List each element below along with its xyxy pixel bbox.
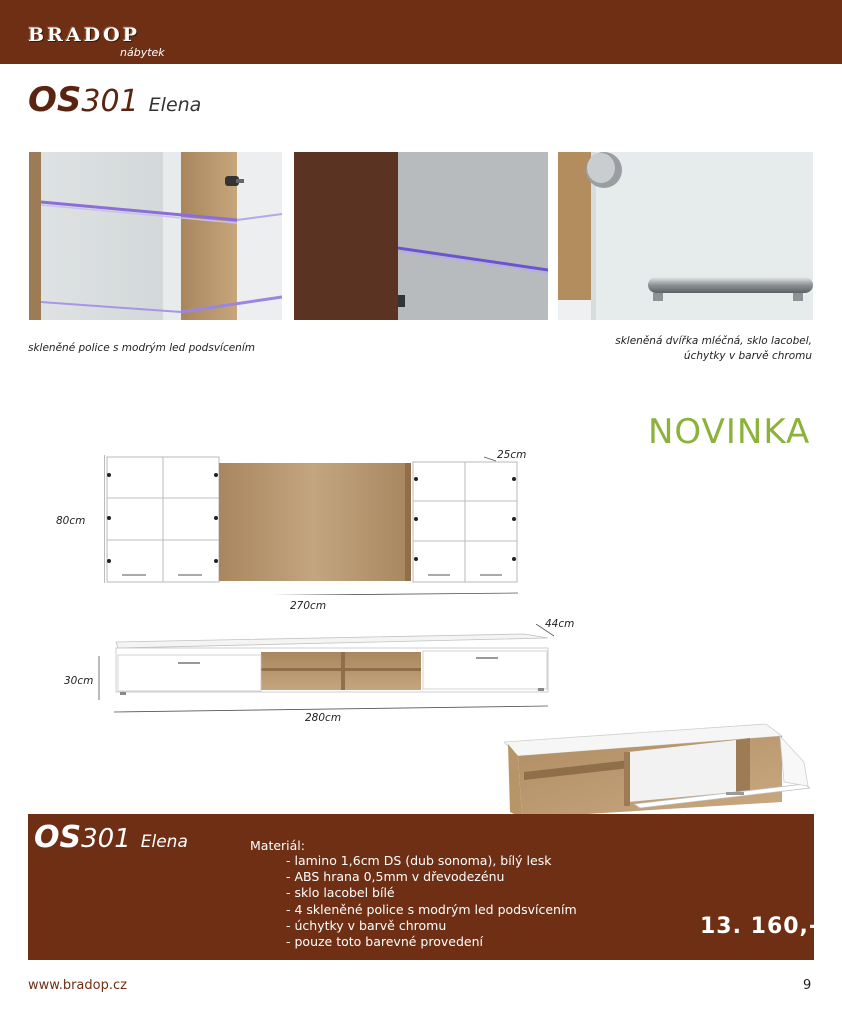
new-badge: NOVINKA bbox=[648, 412, 811, 452]
material-item: - ABS hrana 0,5mm v dřevodezénu bbox=[286, 869, 505, 885]
product-series: OS bbox=[34, 820, 82, 855]
wall-height-label: 80cm bbox=[56, 515, 86, 527]
caption-doors-line2: úchytky v barvě chromu bbox=[683, 350, 812, 362]
product-name bbox=[34, 820, 188, 855]
tv-depth-label: 44cm bbox=[545, 618, 575, 630]
wall-width-label: 270cm bbox=[290, 600, 327, 612]
material-label: Materiál: bbox=[250, 838, 305, 853]
tv-height-label: 30cm bbox=[64, 675, 94, 687]
caption-glass-shelves: skleněné police s modrým led podsvícením bbox=[28, 342, 255, 354]
photo-led-shelf bbox=[294, 152, 548, 320]
title-name: Elena bbox=[148, 94, 202, 116]
tv-stand-drawing bbox=[96, 624, 556, 714]
product-price: 13. 160,- bbox=[700, 914, 820, 939]
product-number: 301 bbox=[81, 824, 131, 854]
tv-width-label: 280cm bbox=[305, 712, 342, 724]
material-item: - 4 skleněné police s modrým led podsvícením bbox=[286, 901, 577, 917]
material-item: - sklo lacobel bílé bbox=[286, 885, 395, 901]
page-number: 9 bbox=[803, 978, 812, 993]
material-item: - lamino 1,6cm DS (dub sonoma), bílý lesk bbox=[286, 853, 552, 868]
brand-logo-subtitle: nábytek bbox=[120, 46, 165, 59]
footer-website-link[interactable]: www.bradop.cz bbox=[28, 978, 127, 993]
tv-stand-photo bbox=[504, 722, 810, 824]
page-title bbox=[28, 80, 201, 120]
material-item: - pouze toto barevné provedení bbox=[286, 934, 483, 950]
wall-depth-label: 25cm bbox=[497, 449, 527, 461]
photo-chrome-handle bbox=[558, 152, 813, 320]
material-item: - úchytky v barvě chromu bbox=[286, 917, 447, 933]
photo-glass-shelves bbox=[29, 152, 282, 320]
title-number: 301 bbox=[81, 84, 139, 119]
caption-doors-line1: skleněná dvířka mléčná, sklo lacobel, bbox=[615, 335, 812, 347]
wall-unit-drawing bbox=[104, 455, 524, 595]
material-list bbox=[286, 853, 577, 950]
caption-doors-handles bbox=[615, 334, 812, 364]
title-series: OS bbox=[28, 80, 82, 120]
brand-logo[interactable]: BRADOP bbox=[28, 24, 140, 46]
product-model-name: Elena bbox=[140, 832, 188, 852]
